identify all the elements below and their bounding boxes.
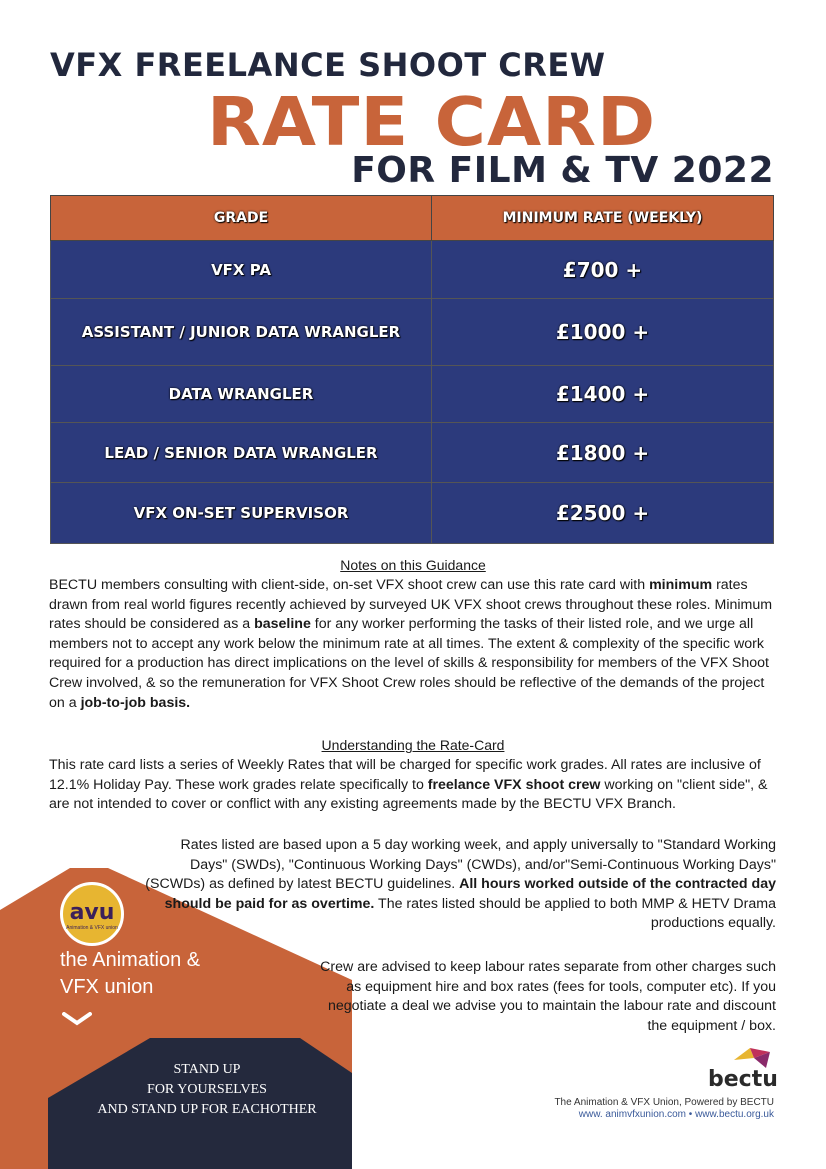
title-line-3: FOR FILM & TV 2022: [351, 150, 774, 191]
table-row: [51, 423, 774, 483]
grade-cell: LEAD / SENIOR DATA WRANGLER: [51, 423, 432, 483]
chevron-down-icon: [62, 1012, 92, 1026]
grade-cell: ASSISTANT / JUNIOR DATA WRANGLER: [51, 299, 432, 366]
column-header-grade: GRADE: [51, 196, 432, 241]
rate-cell: £1400 +: [432, 366, 774, 423]
bectu-footer-line-1: The Animation & VFX Union, Powered by BECTU: [554, 1097, 774, 1108]
column-header-rate: MINIMUM RATE (WEEKLY): [432, 196, 774, 241]
notes-paragraph: [49, 576, 776, 713]
rate-cell: £1800 +: [432, 423, 774, 483]
rates-emphasis: All hours worked outside of the contracted day should be paid for as overtime.: [164, 876, 776, 912]
grade-cell: VFX ON-SET SUPERVISOR: [51, 483, 432, 544]
title-line-2: RATE CARD: [207, 83, 657, 161]
table-header-row: [51, 196, 774, 241]
bectu-logo-text: bectu: [708, 1067, 778, 1092]
rates-text: Rates listed are based upon a 5 day working week, and apply universally to "Standard Working Days" (SWDs), "Continuous Working Days" (CWDs), and/or"Semi-Continuous Working Days" (SCWDs) as defined by latest BECTU guidelines.: [145, 837, 776, 893]
rates-paragraph: [140, 836, 776, 934]
table-row: [51, 299, 774, 366]
rate-cell: £1000 +: [432, 299, 774, 366]
understanding-emphasis: freelance VFX shoot crew: [427, 776, 601, 793]
table-row: [51, 241, 774, 299]
avu-logo-subtext: Animation & VFX union: [66, 925, 118, 931]
notes-heading: Notes on this Guidance: [340, 557, 486, 573]
table-row: [51, 366, 774, 423]
bectu-footer-line-2: www. animvfxunion.com • www.bectu.org.uk: [578, 1109, 774, 1120]
understanding-paragraph: [49, 756, 776, 815]
notes-emphasis: baseline: [254, 616, 311, 633]
rate-table: [50, 195, 774, 544]
notes-text: BECTU members consulting with client-side, on-set VFX shoot crew can use this rate card with: [49, 577, 650, 593]
understanding-heading: Understanding the Rate-Card: [321, 737, 505, 753]
understanding-text: working on "client side", & are not intended to cover or conflict with any existing agreements made by the BECTU VFX Branch.: [49, 776, 768, 813]
rate-cell: £2500 +: [432, 483, 774, 544]
title-line-1: VFX FREELANCE SHOOT CREW: [50, 46, 606, 84]
notes-text: rates drawn from real world figures recently achieved by surveyed UK VFX shoot crews throughout these roles. Minimum rates should be considered as a: [49, 577, 773, 633]
grade-cell: DATA WRANGLER: [51, 366, 432, 423]
notes-emphasis: job-to-job basis.: [80, 694, 191, 711]
rate-cell: £700 +: [432, 241, 774, 299]
rates-text: The rates listed should be applied to both MMP & HETV Drama productions equally.: [374, 895, 776, 932]
slogan-line-1: STAND UP: [173, 1062, 241, 1077]
crew-advice-paragraph: Crew are advised to keep labour rates separate from other charges such as equipment hire and box rates (fees for tools, computer etc). If you negotiate a deal we advise you to maintain the labour rate and discount the equipment / box.: [320, 959, 776, 1034]
union-name-line-1: the Animation &: [60, 949, 201, 971]
grade-cell: VFX PA: [51, 241, 432, 299]
slogan-line-3: AND STAND UP FOR EACHOTHER: [97, 1102, 317, 1117]
table-row: [51, 483, 774, 544]
notes-emphasis: minimum: [649, 577, 713, 593]
notes-text: for any worker performing the tasks of their listed role, and we urge all members not to accept any work below the minimum rate at all times. The extent & complexity of the specific work required for a production has direct implications on the level of skills & responsibility for members of the VFX Shoot Crew involved, & so the remuneration for VFX Shoot Crew roles should be reflective of the demands of the project on a: [49, 616, 769, 711]
union-name-line-2: VFX union: [60, 976, 154, 998]
slogan-line-2: FOR YOURSELVES: [147, 1082, 267, 1097]
understanding-text: This rate card lists a series of Weekly Rates that will be charged for specific work grades. All rates are inclusive of 12.1% Holiday Pay. These work grades relate specifically to: [49, 757, 761, 793]
avu-logo-text: avu: [69, 900, 115, 925]
